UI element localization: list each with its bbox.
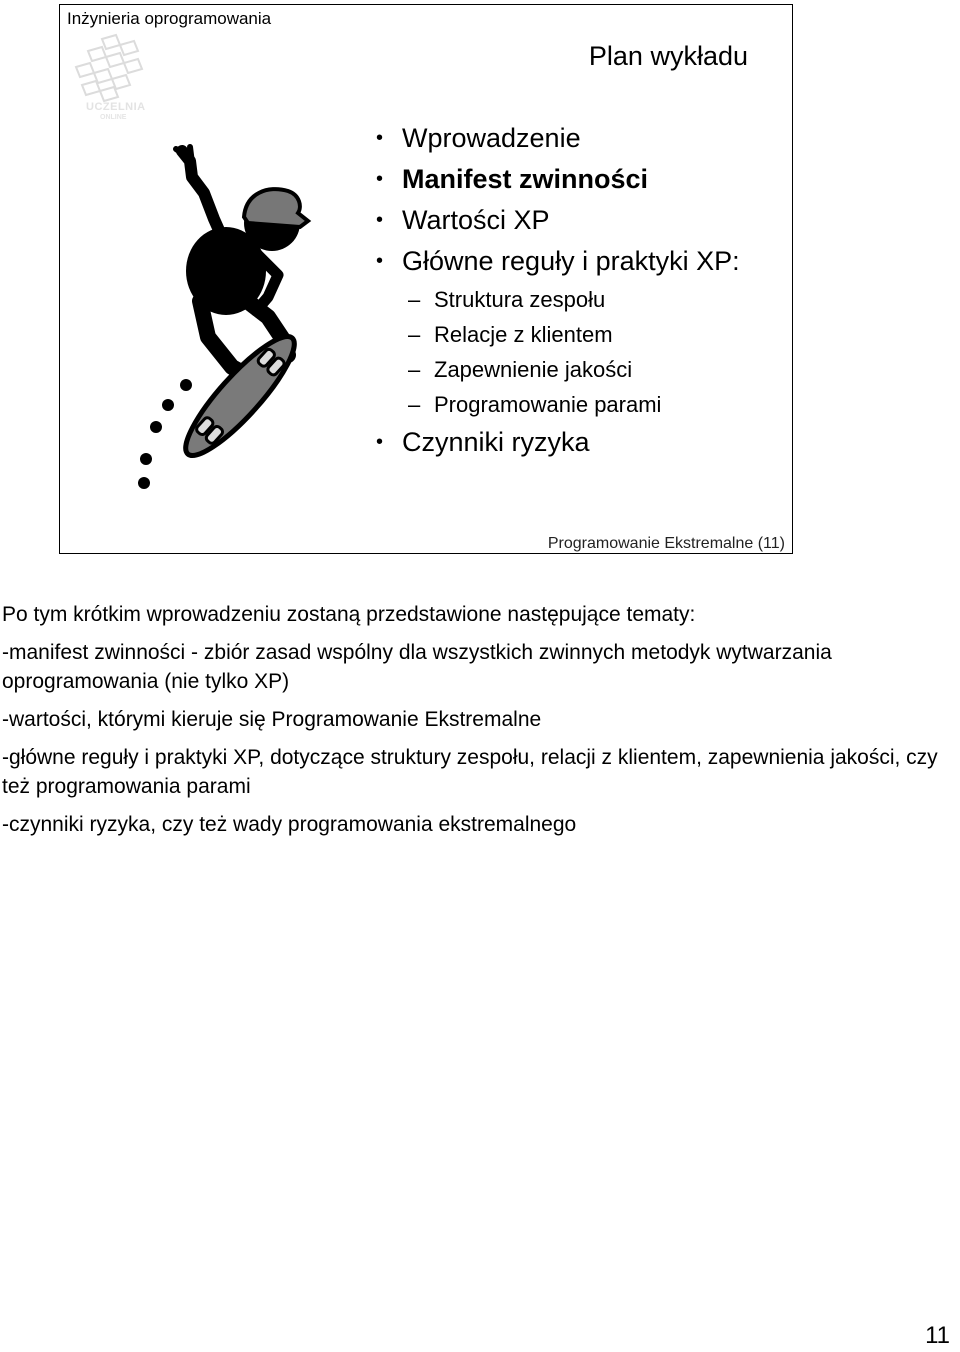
skateboarder-illustration [130, 141, 320, 493]
notes-paragraph: Po tym krótkim wprowadzeniu zostaną przedstawione następujące tematy: [2, 603, 696, 626]
bullet-item: • Wartości XP [376, 205, 550, 235]
slide-bullet-list [370, 118, 770, 463]
bullet-item: • Główne reguły i praktyki XP: [376, 246, 740, 276]
notes-paragraph: -wartości, którymi kieruje się Programowanie Ekstremalne [2, 708, 542, 731]
sub-bullet-item: – Struktura zespołu [408, 287, 606, 312]
bullet-item: • Wprowadzenie [376, 123, 581, 153]
course-title: Inżynieria oprogramowania [67, 9, 272, 28]
slide-frame [59, 4, 793, 554]
notes-paragraph: -główne reguły i praktyki XP, dotyczące struktury zespołu, relacji z klientem, zapewnienia jakości, czy też programowania parami [2, 746, 938, 798]
slide-footer: Programowanie Ekstremalne (11) [547, 535, 785, 552]
notes-paragraph: -manifest zwinności - zbiór zasad wspólny dla wszystkich zwinnych metodyk wytwarzania oprogramowania (nie tylko XP) [2, 641, 832, 693]
bullet-item: • Czynniki ryzyka [376, 427, 590, 457]
lecture-notes [2, 600, 952, 839]
logo-text: UCZELNIA [86, 101, 146, 113]
sub-bullet-item: – Relacje z klientem [408, 322, 613, 347]
page-number: 11 [925, 1322, 950, 1349]
sub-bullet-item: – Programowanie parami [408, 392, 662, 417]
logo-subtext: ONLINE [100, 114, 127, 121]
bullet-item: • Manifest zwinności [376, 164, 649, 194]
sub-bullet-item: – Zapewnienie jakości [408, 357, 633, 382]
slide-title: Plan wykładu [588, 41, 748, 71]
notes-paragraph: -czynniki ryzyka, czy też wady programowania ekstremalnego [2, 813, 577, 836]
